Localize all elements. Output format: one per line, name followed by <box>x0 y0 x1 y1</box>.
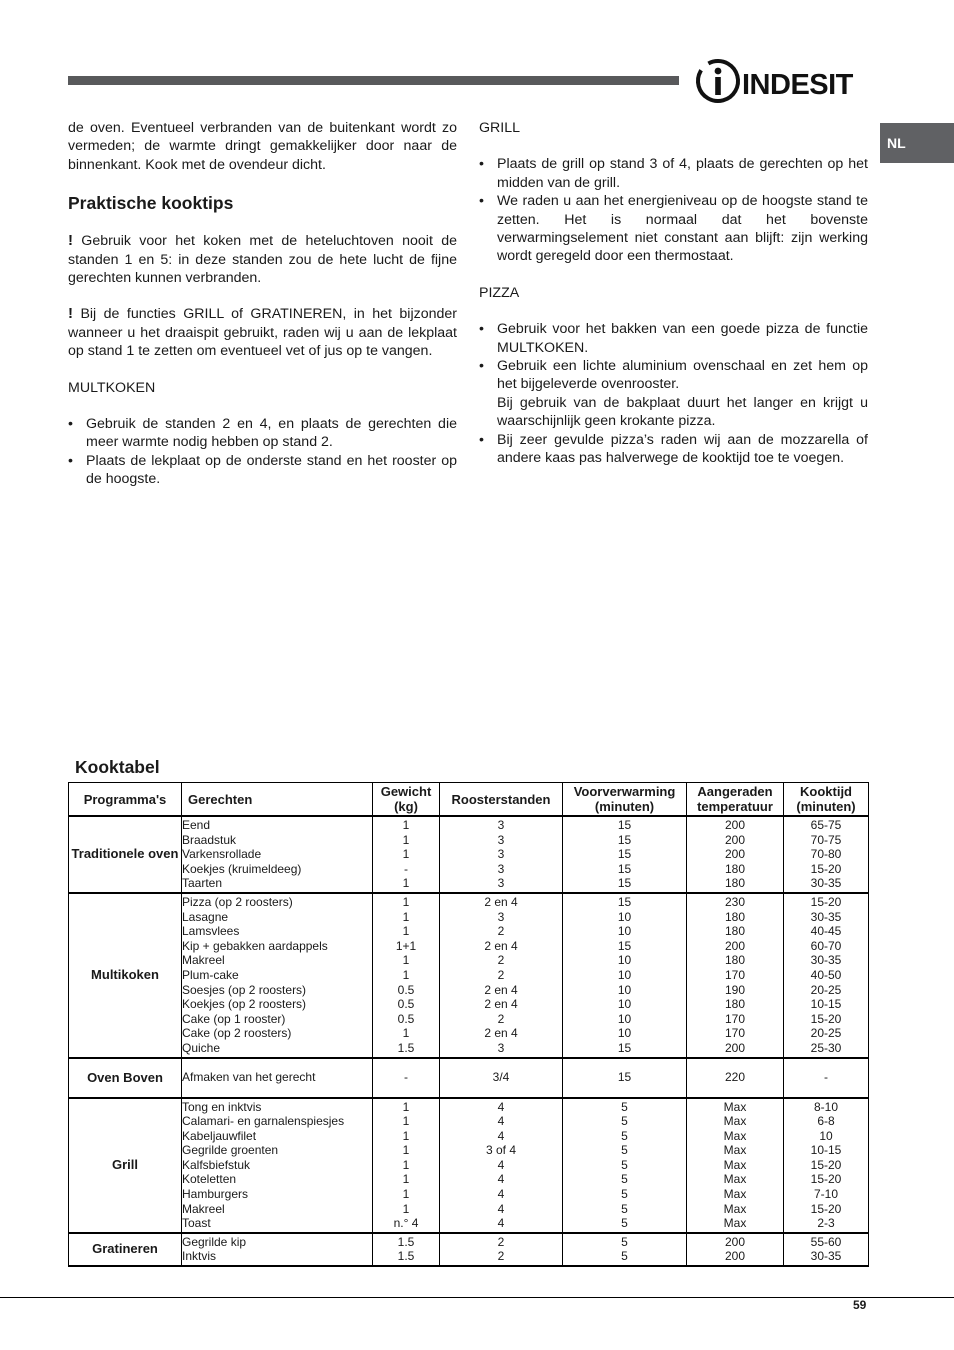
warning-mark: ! <box>68 232 73 250</box>
time-cell <box>784 893 869 1058</box>
tip-1 <box>68 232 457 287</box>
time-value: 15-20 <box>810 1011 842 1026</box>
preheat-value: 5 <box>621 1128 628 1143</box>
time-value: 8-10 <box>813 1099 839 1114</box>
racks-value: 2 en 4 <box>484 894 518 909</box>
time-value: 10-15 <box>810 1143 842 1158</box>
dishes-value: Hamburgers <box>182 1187 249 1202</box>
weight-value: 1 <box>402 1114 410 1129</box>
temp-list <box>687 1235 783 1264</box>
table-header-row <box>69 783 869 817</box>
preheat-value: 5 <box>621 1172 628 1187</box>
preheat-list <box>563 1235 686 1264</box>
weight-value: 1 <box>402 1172 410 1187</box>
racks-value: 3 <box>497 861 505 876</box>
table-row <box>69 1233 869 1266</box>
dishes-value: Makreel <box>182 953 225 968</box>
preheat-value: 5 <box>621 1157 628 1172</box>
preheat-value: 15 <box>617 1040 632 1055</box>
time-value: 20-25 <box>810 1026 842 1041</box>
racks-value: 2 en 4 <box>484 997 518 1012</box>
dishes-value: Plum-cake <box>182 967 239 982</box>
dishes-value: Lasagne <box>182 909 229 924</box>
weight-value: 1 <box>402 1128 410 1143</box>
footer-rule <box>0 1297 954 1298</box>
temp-value: 200 <box>724 847 746 862</box>
dishes-value: Lamsvlees <box>182 924 240 939</box>
dishes-value: Quiche <box>182 1040 221 1055</box>
preheat-value: 5 <box>621 1201 628 1216</box>
preheat-value: 15 <box>617 847 632 862</box>
list-item: • Plaats de lekplaat op de onderste stand en het rooster op de hoogste. <box>68 452 457 489</box>
dishes-value: Cake (op 2 roosters) <box>182 1026 292 1041</box>
time-cell <box>784 1098 869 1233</box>
table-group <box>69 893 869 1058</box>
racks-value: 3 <box>497 818 505 832</box>
preheat-value: 15 <box>617 1070 632 1085</box>
weight-value: 1 <box>402 1143 410 1158</box>
header-program: Programma's <box>69 783 182 817</box>
list-item: • Bij zeer gevulde pizza’s raden wij aan de mozzarella of andere kaas pas halverwege de kooktijd toe te voegen. <box>479 431 868 468</box>
weight-value: 1 <box>402 909 410 924</box>
weight-cell <box>373 816 440 893</box>
multkoken-list <box>68 415 457 489</box>
weight-value: 1 <box>402 876 410 891</box>
dishes-list <box>182 818 372 891</box>
time-list <box>784 895 868 1056</box>
left-column <box>68 119 457 489</box>
weight-value: 1 <box>402 818 410 832</box>
temp-value: 170 <box>724 967 746 982</box>
time-value: 15-20 <box>810 1157 842 1172</box>
racks-value: 2 <box>497 924 505 939</box>
temp-value: Max <box>723 1114 747 1129</box>
temp-list <box>687 1070 783 1085</box>
temp-value: Max <box>723 1216 747 1231</box>
racks-value: 4 <box>497 1201 505 1216</box>
program-cell: Grill <box>69 1098 182 1233</box>
racks-value: 4 <box>497 1216 505 1231</box>
time-value: 55-60 <box>810 1234 842 1249</box>
dishes-cell <box>182 1098 373 1233</box>
dishes-list <box>182 1100 372 1231</box>
temp-value: 200 <box>724 1040 746 1055</box>
table-group <box>69 816 869 893</box>
temp-value: 180 <box>724 909 746 924</box>
dishes-value: Varkensrollade <box>182 847 262 862</box>
preheat-value: 5 <box>621 1099 628 1114</box>
time-value: 30-35 <box>810 909 842 924</box>
weight-value: - <box>404 1070 408 1085</box>
list-item: • Gebruik de standen 2 en 4, en plaats de gerechten die meer warmte nodig hebben op stand 2. <box>68 415 457 452</box>
weight-value: 1 <box>402 1026 410 1041</box>
indesit-logo <box>694 56 870 106</box>
temp-list <box>687 1100 783 1231</box>
tip-2 <box>68 305 457 360</box>
racks-list <box>440 1100 562 1231</box>
weight-list <box>373 1070 439 1085</box>
table-row <box>69 816 869 893</box>
table-row <box>69 893 869 1058</box>
header-time: Kooktijd (minuten) <box>784 783 869 817</box>
program-cell: Traditionele oven <box>69 816 182 893</box>
cooking-table <box>68 782 869 1267</box>
temp-value: 180 <box>724 997 746 1012</box>
dishes-value: Kalfsbiefstuk <box>182 1157 251 1172</box>
preheat-value: 10 <box>617 997 632 1012</box>
time-value: 10-15 <box>810 997 842 1012</box>
grill-list <box>479 155 868 265</box>
dishes-value: Tong en inktvis <box>182 1099 262 1114</box>
weight-value: 1.5 <box>397 1249 415 1264</box>
table-title: Kooktabel <box>75 757 160 777</box>
weight-value: 1 <box>402 832 410 847</box>
preheat-value: 10 <box>617 982 632 997</box>
weight-list <box>373 1100 439 1231</box>
dishes-value: Inktvis <box>182 1249 217 1264</box>
racks-value: 3 <box>497 876 505 891</box>
weight-value: 1 <box>402 847 410 862</box>
weight-value: 1 <box>402 967 410 982</box>
preheat-value: 15 <box>617 938 632 953</box>
racks-cell <box>440 1058 563 1098</box>
time-value: 70-80 <box>810 847 842 862</box>
racks-value: 3 <box>497 909 505 924</box>
time-value: 30-35 <box>810 876 842 891</box>
racks-value: 4 <box>497 1128 505 1143</box>
dishes-value: Koekjes (kruimeldeeg) <box>182 861 302 876</box>
pizza-list <box>479 320 868 467</box>
grill-label: GRILL <box>479 120 521 136</box>
weight-value: 1 <box>402 1157 410 1172</box>
table-row <box>69 1058 869 1098</box>
time-value: 15-20 <box>810 1201 842 1216</box>
racks-cell <box>440 816 563 893</box>
header-weight: Gewicht (kg) <box>373 783 440 817</box>
weight-value: 0.5 <box>397 997 415 1012</box>
dishes-value: Afmaken van het gerecht <box>182 1070 316 1085</box>
time-list <box>784 1235 868 1264</box>
dishes-list <box>182 895 372 1056</box>
temp-value: Max <box>723 1157 747 1172</box>
temp-list <box>687 818 783 891</box>
dishes-cell <box>182 816 373 893</box>
weight-value: n.° 4 <box>393 1216 419 1231</box>
preheat-list <box>563 818 686 891</box>
racks-cell <box>440 1098 563 1233</box>
time-value: 65-75 <box>810 818 842 832</box>
racks-value: 3 <box>497 847 505 862</box>
temp-value: 200 <box>724 938 746 953</box>
racks-value: 3/4 <box>492 1070 510 1085</box>
list-item-text: Gebruik een lichte aluminium ovenschaal en zet hem op het bijgeleverde ovenrooster. <box>497 358 868 393</box>
preheat-value: 5 <box>621 1249 628 1264</box>
preheat-value: 5 <box>621 1216 628 1231</box>
preheat-value: 15 <box>617 818 632 832</box>
time-list <box>784 1070 868 1085</box>
time-value: - <box>824 1070 828 1085</box>
weight-list <box>373 818 439 891</box>
racks-cell <box>440 1233 563 1266</box>
header-temp: Aangeraden temperatuur <box>687 783 784 817</box>
preheat-value: 5 <box>621 1187 628 1202</box>
racks-value: 4 <box>497 1172 505 1187</box>
list-item <box>479 357 868 431</box>
weight-cell <box>373 1058 440 1098</box>
racks-list <box>440 1235 562 1264</box>
temp-value: Max <box>723 1201 747 1216</box>
dishes-value: Calamari- en garnalenspiesjes <box>182 1114 345 1129</box>
temp-cell <box>687 1233 784 1266</box>
dishes-value: Toast <box>182 1216 211 1231</box>
racks-value: 4 <box>497 1114 505 1129</box>
temp-cell <box>687 1098 784 1233</box>
weight-value: 0.5 <box>397 982 415 997</box>
temp-value: 220 <box>724 1070 746 1085</box>
temp-value: 230 <box>724 894 746 909</box>
list-item: • Gebruik voor het bakken van een goede pizza de functie MULTKOKEN. <box>479 320 868 357</box>
preheat-list <box>563 1070 686 1085</box>
time-cell <box>784 816 869 893</box>
weight-value: 1 <box>402 924 410 939</box>
preheat-value: 10 <box>617 909 632 924</box>
preheat-cell <box>563 1058 687 1098</box>
table-group <box>69 1058 869 1098</box>
preheat-value: 5 <box>621 1143 628 1158</box>
preheat-cell <box>563 1098 687 1233</box>
weight-list <box>373 1235 439 1264</box>
weight-cell <box>373 1233 440 1266</box>
preheat-value: 15 <box>617 832 632 847</box>
temp-value: 180 <box>724 861 746 876</box>
racks-value: 4 <box>497 1157 505 1172</box>
temp-value: 170 <box>724 1011 746 1026</box>
dishes-list <box>182 1235 372 1264</box>
time-list <box>784 818 868 891</box>
time-value: 10 <box>819 1128 833 1143</box>
preheat-value: 15 <box>617 876 632 891</box>
time-cell <box>784 1058 869 1098</box>
tip-1-text: Gebruik voor het koken met de heteluchtoven nooit de standen 1 en 5: in deze standen zou de hete lucht de fijne gerechten kunnen verbranden. <box>68 233 457 287</box>
time-value: 30-35 <box>810 953 842 968</box>
dishes-value: Makreel <box>182 1201 225 1216</box>
time-value: 15-20 <box>810 894 842 909</box>
temp-value: 200 <box>724 818 746 832</box>
program-cell: Gratineren <box>69 1233 182 1266</box>
temp-value: 200 <box>724 1249 746 1264</box>
multkoken-label: MULTKOKEN <box>68 379 156 396</box>
racks-value: 3 of 4 <box>485 1143 517 1158</box>
temp-value: 170 <box>724 1026 746 1041</box>
time-value: 30-35 <box>810 1249 842 1264</box>
page-number: 59 <box>853 1298 867 1312</box>
dishes-value: Braadstuk <box>182 832 237 847</box>
time-list <box>784 1100 868 1231</box>
preheat-value: 10 <box>617 924 632 939</box>
weight-value: 0.5 <box>397 1011 415 1026</box>
weight-value: 1.5 <box>397 1040 415 1055</box>
temp-cell <box>687 893 784 1058</box>
program-cell: Multikoken <box>69 893 182 1058</box>
dishes-cell <box>182 1058 373 1098</box>
racks-cell <box>440 893 563 1058</box>
language-tab: NL <box>880 123 954 163</box>
header-bar <box>68 76 679 85</box>
dishes-value: Eend <box>182 818 211 832</box>
dishes-value: Kip + gebakken aardappels <box>182 938 328 953</box>
racks-value: 3 <box>497 1040 505 1055</box>
racks-list <box>440 818 562 891</box>
temp-value: Max <box>723 1172 747 1187</box>
preheat-list <box>563 1100 686 1231</box>
dishes-value: Taarten <box>182 876 223 891</box>
dishes-value: Pizza (op 2 roosters) <box>182 894 293 909</box>
racks-value: 2 en 4 <box>484 938 518 953</box>
temp-cell <box>687 1058 784 1098</box>
dishes-value: Koteletten <box>182 1172 237 1187</box>
tips-heading: Praktische kooktips <box>68 193 234 214</box>
preheat-cell <box>563 816 687 893</box>
time-value: 7-10 <box>813 1187 839 1202</box>
time-value: 2-3 <box>817 1216 835 1231</box>
preheat-value: 10 <box>617 967 632 982</box>
preheat-value: 10 <box>617 953 632 968</box>
dishes-list <box>182 1070 372 1085</box>
preheat-value: 10 <box>617 1026 632 1041</box>
weight-value: - <box>404 861 408 876</box>
list-item-continuation: Bij gebruik van de bakplaat duurt het langer en krijgt u waarschijnlijk geen krokante pizza. <box>497 394 868 430</box>
preheat-value: 10 <box>617 1011 632 1026</box>
racks-list <box>440 1070 562 1085</box>
dishes-value: Gegrilde groenten <box>182 1143 279 1158</box>
dishes-value: Cake (op 1 rooster) <box>182 1011 286 1026</box>
pizza-label: PIZZA <box>479 284 520 301</box>
racks-value: 2 <box>497 1234 505 1249</box>
temp-value: 200 <box>724 1234 746 1249</box>
header-preheat: Voorverwarming (minuten) <box>563 783 687 817</box>
preheat-value: 15 <box>617 861 632 876</box>
table-group <box>69 1233 869 1266</box>
preheat-value: 5 <box>621 1114 628 1129</box>
racks-value: 2 en 4 <box>484 1026 518 1041</box>
weight-value: 1.5 <box>397 1234 415 1249</box>
dishes-cell <box>182 1233 373 1266</box>
temp-value: 180 <box>724 953 746 968</box>
temp-value: 190 <box>724 982 746 997</box>
preheat-cell <box>563 1233 687 1266</box>
temp-value: Max <box>723 1099 747 1114</box>
racks-value: 4 <box>497 1099 505 1114</box>
temp-value: 180 <box>724 924 746 939</box>
header-dish: Gerechten <box>182 783 373 817</box>
racks-value: 2 <box>497 1011 505 1026</box>
racks-value: 3 <box>497 832 505 847</box>
list-item: • We raden u aan het energieniveau op de hoogste stand te zetten. Het is normaal dat het bovenste verwarmingselement niet constant aan blijft: zijn werking wordt geregeld door een thermostaat. <box>479 192 868 266</box>
dishes-value: Soesjes (op 2 roosters) <box>182 982 307 997</box>
time-value: 15-20 <box>810 861 842 876</box>
header-racks: Roosterstanden <box>440 783 563 817</box>
time-value: 40-50 <box>810 967 842 982</box>
warning-mark: ! <box>68 305 73 323</box>
weight-cell <box>373 1098 440 1233</box>
weight-value: 1 <box>402 1099 410 1114</box>
racks-value: 2 <box>497 967 505 982</box>
dishes-value: Koekjes (op 2 roosters) <box>182 997 307 1012</box>
weight-value: 1 <box>402 1201 410 1216</box>
weight-value: 1 <box>402 953 410 968</box>
racks-value: 2 <box>497 1249 505 1264</box>
racks-value: 2 en 4 <box>484 982 518 997</box>
dishes-value: Gegrilde kip <box>182 1234 247 1249</box>
temp-value: 200 <box>724 832 746 847</box>
temp-value: Max <box>723 1143 747 1158</box>
weight-value: 1 <box>402 894 410 909</box>
weight-value: 1 <box>402 1187 410 1202</box>
tip-2-text: Bij de functies GRILL of GRATINEREN, in het bijzonder wanneer u het draaispit gebruikt, raden wij u aan de lekplaat op stand 1 te zetten om eventueel vet of jus op te vangen. <box>68 306 457 360</box>
weight-value: 1+1 <box>395 938 417 953</box>
racks-list <box>440 895 562 1056</box>
preheat-value: 5 <box>621 1234 628 1249</box>
racks-value: 2 <box>497 953 505 968</box>
weight-cell <box>373 893 440 1058</box>
time-value: 40-45 <box>810 924 842 939</box>
time-value: 6-8 <box>817 1114 835 1129</box>
program-cell: Oven Boven <box>69 1058 182 1098</box>
temp-list <box>687 895 783 1056</box>
time-value: 25-30 <box>810 1040 842 1055</box>
time-value: 60-70 <box>810 938 842 953</box>
intro-text: de oven. Eventueel verbranden van de buitenkant wordt zo vermeden; de warmte dringt gemakkelijker door naar de binnenkant. Kook met de ovendeur dicht. <box>68 120 457 173</box>
temp-value: Max <box>723 1187 747 1202</box>
table-row <box>69 1098 869 1233</box>
time-value: 15-20 <box>810 1172 842 1187</box>
brand-name: INDESIT <box>742 69 853 101</box>
time-value: 20-25 <box>810 982 842 997</box>
temp-value: Max <box>723 1128 747 1143</box>
preheat-value: 15 <box>617 894 632 909</box>
racks-value: 4 <box>497 1187 505 1202</box>
list-item: • Plaats de grill op stand 3 of 4, plaats de gerechten op het midden van de grill. <box>479 155 868 192</box>
dishes-value: Kabeljauwfilet <box>182 1128 257 1143</box>
temp-cell <box>687 816 784 893</box>
temp-value: 180 <box>724 876 746 891</box>
preheat-cell <box>563 893 687 1058</box>
dishes-cell <box>182 893 373 1058</box>
preheat-list <box>563 895 686 1056</box>
table-group <box>69 1098 869 1233</box>
right-column <box>479 119 868 468</box>
time-cell <box>784 1233 869 1266</box>
weight-list <box>373 895 439 1056</box>
time-value: 70-75 <box>810 832 842 847</box>
